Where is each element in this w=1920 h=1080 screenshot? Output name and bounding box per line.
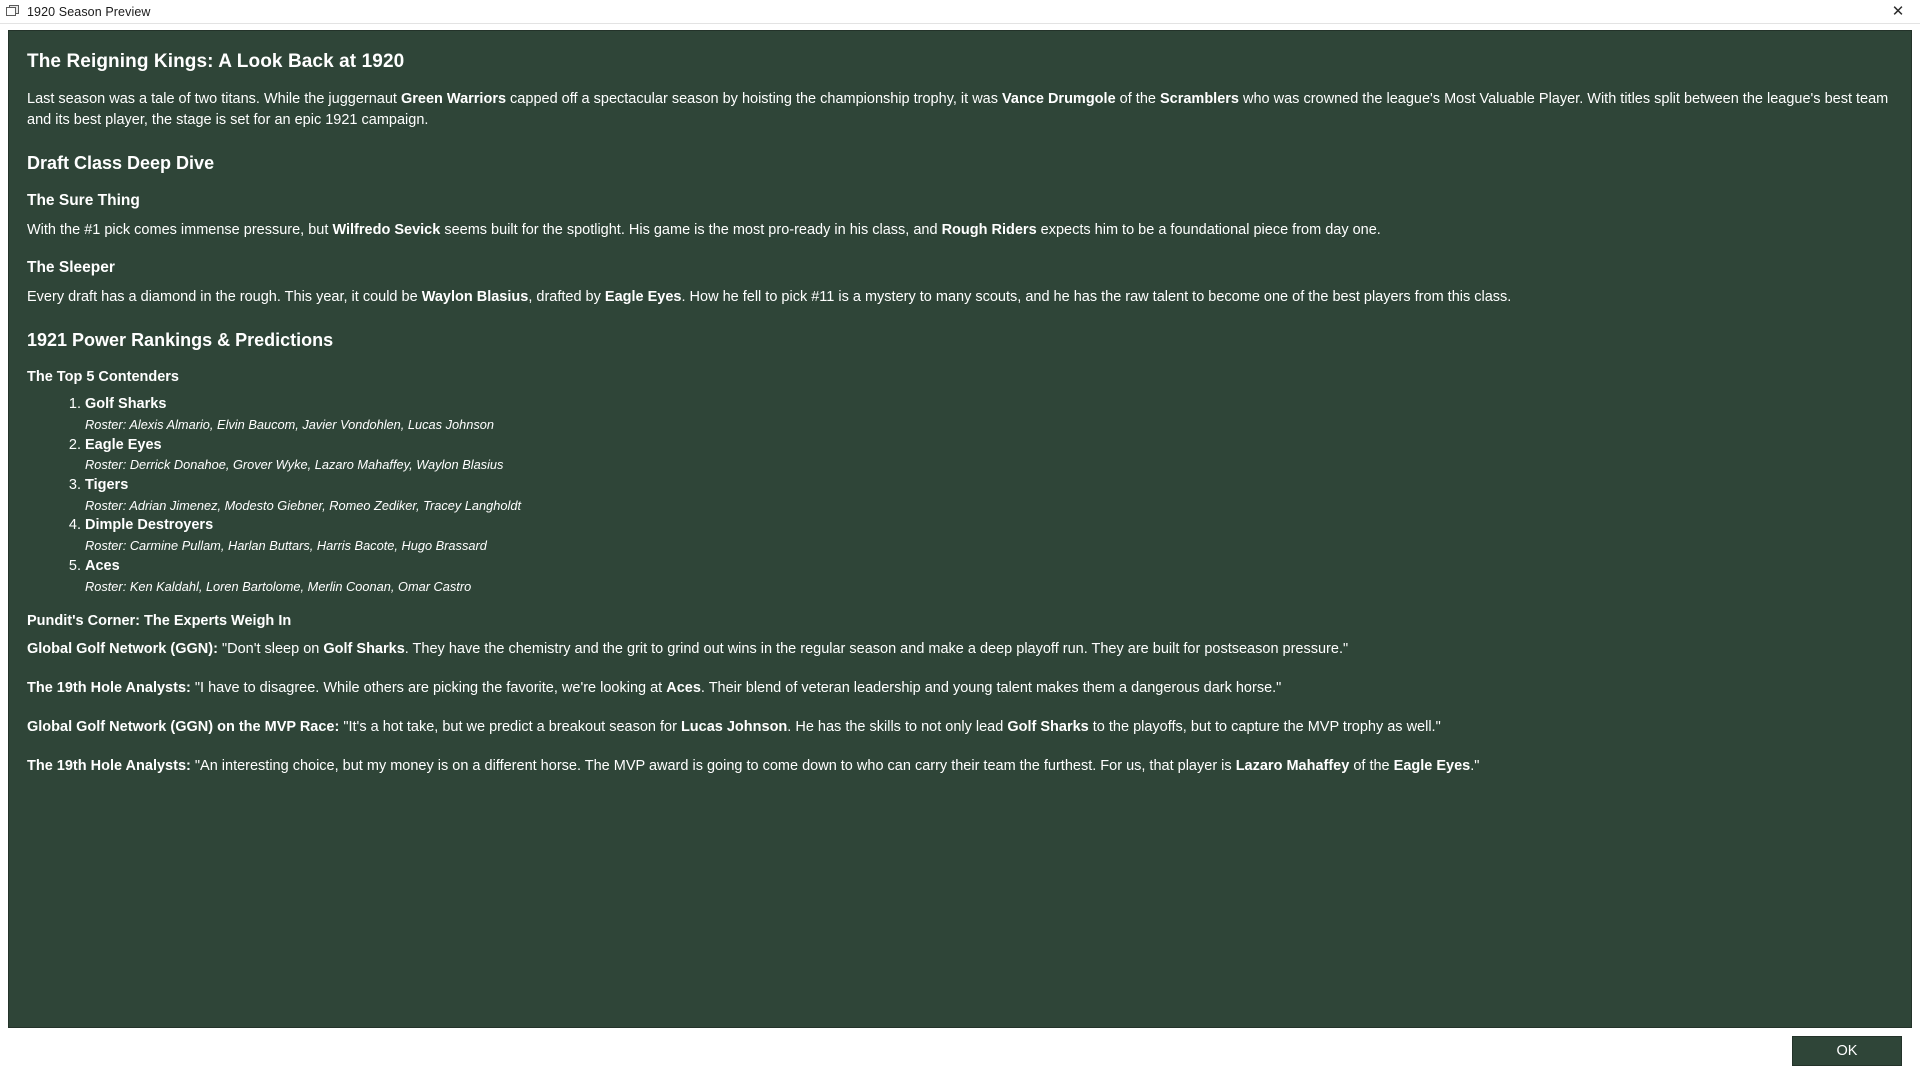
list-item xyxy=(85,516,1893,554)
pundits-heading: Pundit's Corner: The Experts Weigh In xyxy=(27,613,292,630)
article-content xyxy=(27,51,1893,777)
dialog-body xyxy=(0,24,1920,1080)
pundit-quote: Global Golf Network (GGN): "Don't sleep on Golf Sharks. They have the chemistry and the grit to grind out wins in the regular season and make a deep playoff run. They are built for postseason pressure." xyxy=(27,641,1349,658)
list-item xyxy=(85,436,1893,474)
window-title: 1920 Season Preview xyxy=(27,4,151,19)
team-name: 2. Eagle Eyes xyxy=(85,436,162,453)
list-item xyxy=(85,476,1893,514)
team-roster: Roster: Adrian Jimenez, Modesto Giebner, Romeo Zediker, Tracey Langholdt xyxy=(85,497,522,513)
top-contenders-subheading: The Top 5 Contenders xyxy=(27,369,179,386)
pundit-quote: The 19th Hole Analysts: "An interesting choice, but my money is on a different horse. The MVP award is going to come down to who can carry their team the furthest. For us, that player is Lazaro Mahaffey of the Eagle Eyes." xyxy=(27,758,1480,775)
team-name: 5. Aces xyxy=(85,557,120,574)
article-panel xyxy=(8,30,1912,1028)
sleeper-heading: The Sleeper xyxy=(27,259,115,277)
pundit-quote: The 19th Hole Analysts: "I have to disagree. While others are picking the favorite, we're looking at Aces. Their blend of veteran leadership and young talent makes them a dangerous dark horse." xyxy=(27,680,1282,697)
titlebar-left-group xyxy=(6,5,151,19)
list-item xyxy=(85,557,1893,595)
dialog-footer xyxy=(8,1028,1912,1072)
sure-thing-heading: The Sure Thing xyxy=(27,192,140,210)
window-icon xyxy=(6,5,20,19)
draft-heading: Draft Class Deep Dive xyxy=(27,153,215,174)
power-rankings-list xyxy=(27,395,1893,595)
ok-button[interactable]: OK xyxy=(1792,1036,1902,1066)
recap-paragraph: Last season was a tale of two titans. While the juggernaut Green Warriors capped off a spectacular season by hoisting the championship trophy, it was Vance Drumgole of the Scramblers who was crowned the league's Most Valuable Player. With titles split between the league's best team and its best player, the stage is set for an epic 1921 campaign. xyxy=(27,91,1889,129)
power-rankings-heading: 1921 Power Rankings & Predictions xyxy=(27,330,334,351)
window-titlebar xyxy=(0,0,1920,24)
team-roster: Roster: Derrick Donahoe, Grover Wyke, Lazaro Mahaffey, Waylon Blasius xyxy=(85,457,504,473)
sure-thing-paragraph: With the #1 pick comes immense pressure, but Wilfredo Sevick seems built for the spotlight. His game is the most pro-ready in his class, and Rough Riders expects him to be a foundational piece from day one. xyxy=(27,222,1381,239)
team-roster: Roster: Alexis Almario, Elvin Baucom, Javier Vondohlen, Lucas Johnson xyxy=(85,416,494,432)
list-item xyxy=(85,395,1893,433)
team-name: 4. Dimple Destroyers xyxy=(85,517,214,534)
close-icon[interactable]: ✕ xyxy=(1891,3,1905,20)
team-roster: Roster: Carmine Pullam, Harlan Buttars, Harris Bacote, Hugo Brassard xyxy=(85,538,487,554)
team-roster: Roster: Ken Kaldahl, Loren Bartolome, Merlin Coonan, Omar Castro xyxy=(85,578,472,594)
pundit-quote: Global Golf Network (GGN) on the MVP Race: "It's a hot take, but we predict a breakout season for Lucas Johnson. He has the skills to not only lead Golf Sharks to the playoffs, but to capture the MVP trophy as well." xyxy=(27,719,1441,736)
team-name: 3. Tigers xyxy=(85,477,129,493)
recap-heading: The Reigning Kings: A Look Back at 1920 xyxy=(27,51,405,72)
pundit-quotes xyxy=(27,639,1893,777)
sleeper-paragraph: Every draft has a diamond in the rough. This year, it could be Waylon Blasius, drafted by Eagle Eyes. How he fell to pick #11 is a mystery to many scouts, and he has the raw talent to become one of the best players from this class. xyxy=(27,289,1512,306)
team-name: 1. Golf Sharks xyxy=(85,396,167,413)
